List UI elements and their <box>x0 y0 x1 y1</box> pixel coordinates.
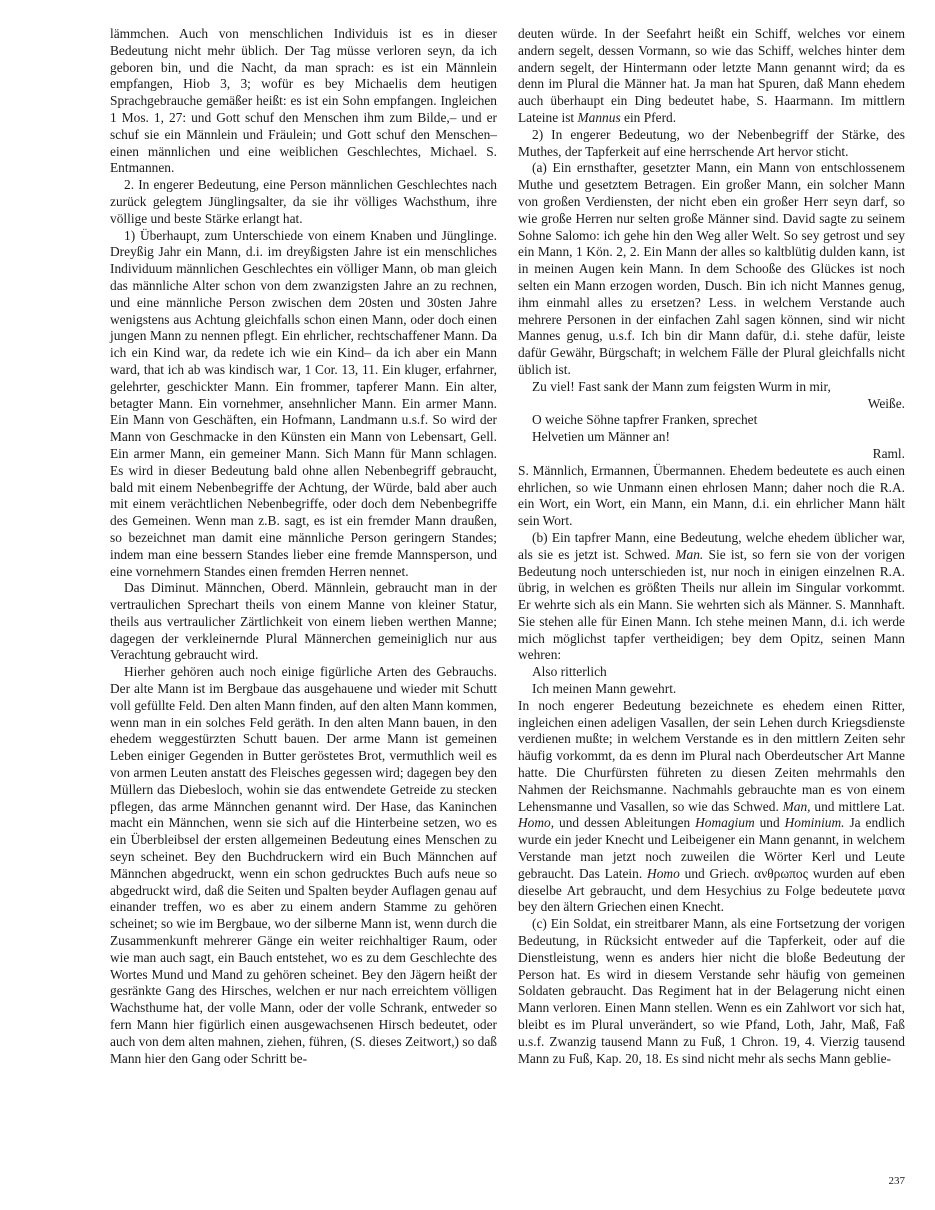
verse-line: Also ritterlich <box>532 664 607 680</box>
paragraph: S. Männlich, Ermannen, Übermannen. Ehedem bedeutete es auch einen ehrlichen, so wie Unmann einen ehrlosen Mann; daher noch die R.A. ein Wort, ein Wort, ein Mann, ein Mann, d.i. ein ehrlicher Mann hält sein Wort. <box>518 462 905 529</box>
paragraph: Hierher gehören auch noch einige figürliche Arten des Gebrauchs. Der alte Mann ist im Bergbaue das ausgehauene und wieder mit Schutt voll gefüllte Feld. Den alten Mann finden, auf den alten Mann kommen, wenn man in ein solches Feld geräth. In den alten Mann bauen, in den ehedem weggestürzten Schutt bauen. Der arme Mann ist gemeinen Leben einiger Gegenden in Butter geröstetes Brot, vermuthlich weil es von armen Leuten anstatt des Fleisches gegessen wird; dagegen bey den Müllern das Diebesloch, wohin sie das entwendete Getreide zu stecken pflegen, das arme Männchen genannt wird. Der Hase, das Kaninchen macht ein Männchen, wenn sie sich auf die Hinterbeine setzen, wo es ein Überbleibsel der ersten allgemeinen Bedeutung eines Menschen zu seyn scheinet. Bey den Buchdruckern wird ein Buch Männchen auf Männchen abgedruckt, wenn ein schon gedrucktes Buch aufs neue so abgedruckt wird, daß die Seiten und Spalten beyder Auflagen genau auf einander treffen, wo es aber zu einem andern Stamme zu gehören scheinet; so wie im Bergbaue, wo der silberne Mann ist, wenn durch die Zusammenkunft mehrerer Gänge ein weiter reichhaltiger Raum, oder wie man auch sagt, ein Bauch entstehet, wo es zu dem Geschlechte des Wortes Mund und Mand zu gehören scheinet. Bey den Jägern heißt der gesränkte Gang des Hirsches, welchen er nur nach erreichtem völligen Wachsthume hat, der volle Mann, oder der volle Schrank, entweder so fern Mann hier figürlich einen ausgewachsenen Hirsch bedeutet, oder auch von dem alten mahnen, ziehen, führen, (S. dieses Zeitwort,) so daß Mann hier den Gang oder Schritt be- <box>110 664 497 1066</box>
paragraph: (a) Ein ernsthafter, gesetzter Mann, ein Mann von entschlossenem Muthe und gesetztem Betragen. Ein großer Mann, ein solcher Mann von großen Verdiensten, der nicht eben ein großer Herr seyn darf, so wie große Herren nur selten große Männer sind. David sagte zu seinem Sohne Salomo: ich gehe hin den Weg aller Welt. So sey getrost und sey ein Mann, 1 Kön. 2, 2. Ein Mann der alles so kaltblütig dulden kann, ist in meinen Augen kein Mann. In dem Schooße des Glückes ist noch selten ein Mann erzogen worden, Dusch. Bin ich nicht Mannes genug, ihm einmahl alles zu ersetzen? Less. in welchem Verstande auch mehrere Personen in der einfachen Zahl sagen können, sind wir nicht Mannes genug, u.s.f. Ich bin dir Mann dafür, d.i. stehe dafür, leiste dafür Gewähr, Bürgschaft; in welchem Fälle der Plural gleichfalls nicht üblich ist. <box>518 160 905 377</box>
verse-author: Raml. <box>872 445 905 461</box>
italic-term: Homagium <box>695 815 755 831</box>
text-run: Sie ist, so fern sie von der vorigen Bedeutung noch unterschieden ist, nur noch in einigen einzelnen R.A. übrig, in welchen es größten Theils nur allein im Singular vorkommt. Er wehrte sich als ein Mann. Sie wehrten sich als Männer. S. Mannhaft. Sie stehen alle für Einen Mann. Ich stehe meinen Mann, d.i. ich werde mich möglichst tapfer vertheidigen; bey dem Opitz, seinen Mann wehren: <box>518 546 905 663</box>
paragraph <box>518 530 905 664</box>
paragraph <box>518 26 905 127</box>
text-run: deuten würde. In der Seefahrt heißt ein Schiff, welches vor einem andern segelt, dessen Vormann, so wie das Schiff, welches hinter dem andern segelt, der Hintermann oder letzte Mann genannt wird; da es denn im Plural die Männer hat. Ja man hat Spuren, daß Mann ehedem auch überhaupt ein Ding bedeutet habe, S. Haarmann. Im mittlern Lateine ist <box>518 26 905 125</box>
text-run: Ja endlich wurde ein jeder Knecht und Leibeigener ein Mann genannt, in welchem Verstande man jetzt noch zuweilen die Wörter Kerl und Leute gebraucht. Das Latein. <box>518 815 905 881</box>
text-run: In noch engerer Bedeutung bezeichnete es ehedem einen Ritter, ingleichen einen adeligen Vasallen, der sein Lehen durch Kriegsdienste verdienen mußte; in welchem Verstande es in den mittlern Zeiten sehr häufig vorkommt, da es denn im Plural nach Oberdeutscher Art Manne hatte. Die Churfürsten führeten zu diesen Zeiten mehrmahls den Nahmen der Reichsmanne. Nachmahls gebrauchte man es von einem Lehensmanne und Vasallen, so wie das Schwed. <box>518 697 905 814</box>
paragraph <box>518 698 905 916</box>
text-run: (b) Ein tapfrer Mann, eine Bedeutung, welche ehedem üblicher war, als sie es jetzt ist. Schwed. <box>518 529 905 562</box>
text-run: und <box>754 815 780 831</box>
text-run: und dessen Ableitungen <box>554 815 691 831</box>
left-column <box>110 26 497 1067</box>
page-number: 237 <box>888 1175 905 1187</box>
right-column <box>518 26 905 1067</box>
verse-author: Weiße. <box>867 395 905 411</box>
italic-term: Homo <box>647 865 680 881</box>
text-run: und mittlere Lat. <box>810 798 905 814</box>
paragraph: Das Diminut. Männchen, Oberd. Männlein, gebraucht man in der vertraulichen Sprechart theils von einem Manne von kleiner Statur, theils aus vertraulicher Zärtlichkeit von einem lieben werthen Manne; dagegen der verkleinernde Plural Männerchen gemeiniglich nur aus Verachtung gebraucht wird. <box>110 580 497 663</box>
verse-line: Helvetien um Männer an! <box>532 429 670 445</box>
verse-line: O weiche Söhne tapfrer Franken, sprechet <box>532 412 758 428</box>
italic-term: Man. <box>675 546 704 562</box>
text-run: und Griech. ανθρωπος wurden auf eben dieselbe Art gebraucht, und dem Hesychius zu Folge bedeutete μανα bey den ältern Griechen einen Knecht. <box>518 865 905 915</box>
italic-term: Hominium. <box>784 815 845 831</box>
paragraph: 2. In engerer Bedeutung, eine Person männlichen Geschlechtes nach zurück gelegtem Jünglingsalter, da sie ihr völliges Wachsthum, ihre völlige und beste Stärke erlangt hat. <box>110 177 497 226</box>
text-run: ein Pferd. <box>620 109 677 125</box>
verse-line: Ich meinen Mann gewehrt. <box>532 681 677 697</box>
italic-term: Homo, <box>518 815 555 831</box>
paragraph: 2) In engerer Bedeutung, wo der Nebenbegriff der Stärke, des Muthes, der Tapferkeit auf eine herrschende Art hervor sticht. <box>518 126 905 159</box>
paragraph: 1) Überhaupt, zum Unterschiede von einem Knaben und Jünglinge. Dreyßig Jahr ein Mann, d.i. im dreyßigsten Jahre ist ein menschliches Individuum männlichen Geschlechtes ein völliger Mann, ob man gleich das männliche Alter schon von dem zwanzigsten Jahre an zu rechnen, und eine männliche Person zwischen dem 20sten und 30sten Jahre wenigstens aus Achtung gleichfalls schon einen Mann, oder doch einen jungen Mann zu nennen pflegt. Ein ehrlicher, rechtschaffener Mann. Da ich ein Kind war, da redete ich wie ein Kind– da ich aber ein Mann ward, that ich ab was kindisch war, 1 Cor. 13, 11. Ein kluger, erfahrner, gelehrter, geschickter Mann. Ein frommer, tapferer Mann. Ein alter, betagter Mann. Ein vornehmer, ansehnlicher Mann. Ein armer Mann. Ein Mann von Geschäften, ein Hofmann, Landmann u.s.f. So wird der Mann von Geschmacke in den Künsten ein Mann von Lebensart, Gell. Ein armer Mann, ein gemeiner Mann. Sich Mann für Mann schlagen. Es wird in dieser Bedeutung bald ohne allen Nebenbegriff gebraucht, bald mit einem Nebenbegriffe der Achtung, der Würde, bald aber auch mit einem verächtlichen Nebenbegriffe, oder doch dem Nebenbegriffe des Gemeinen. Wenn man z.B. sagt, es ist ein fremder Mann draußen, so bezeichnet man damit eine männliche Person geringern Standes; indem man eine bessern Standes lieber eine fremde Mannsperson, und eine vornehmern Standes einen fremden Herren nennet. <box>110 227 497 579</box>
italic-term: Mannus <box>577 109 621 125</box>
italic-term: Man, <box>782 798 811 814</box>
paragraph: (c) Ein Soldat, ein streitbarer Mann, als eine Fortsetzung der vorigen Bedeutung, in Rücksicht entweder auf die Tapferkeit, oder auf die Dienstleistung, wenn es anders hier nicht die bloße Bedeutung der Person hat. Es wird in diesem Verstande sehr häufig von gemeinen Soldaten gebraucht. Das Regiment hat in der Belagerung nicht einen Mann verloren. Einen Mann stellen. Wenn es ein Zahlwort vor sich hat, bleibt es im Plural unverändert, so wie Pfand, Loth, Jahr, Maß, Faß u.s.f. Zwanzig tausend Mann zu Fuß, 1 Chron. 19, 4. Vierzig tausend Mann zu Fuß, Kap. 20, 18. Es sind nicht mehr als sechs Mann geblie- <box>518 916 905 1066</box>
verse-line: Zu viel! Fast sank der Mann zum feigsten Wurm in mir, <box>532 378 831 394</box>
paragraph: lämmchen. Auch von menschlichen Individuis ist es in dieser Bedeutung nicht mehr üblich. Der Tag müsse verloren seyn, da ich geboren bin, und die Nacht, da man sprach: es ist ein Männlein empfangen, Hiob 3, 3; wofür es bey Michaelis dem heutigen Sprachgebrauche gemäßer heißt: es ist ein Sohn empfangen. Ingleichen 1 Mos. 1, 27: und Gott schuf den Menschen ihm zum Bilde,– und er schuf sie ein Männlein und Fräulein; und Gott schuf den Menschen– einen männlichen und eine weiblichen Geschlechtes, Michael. S. Entmannen. <box>110 26 497 176</box>
